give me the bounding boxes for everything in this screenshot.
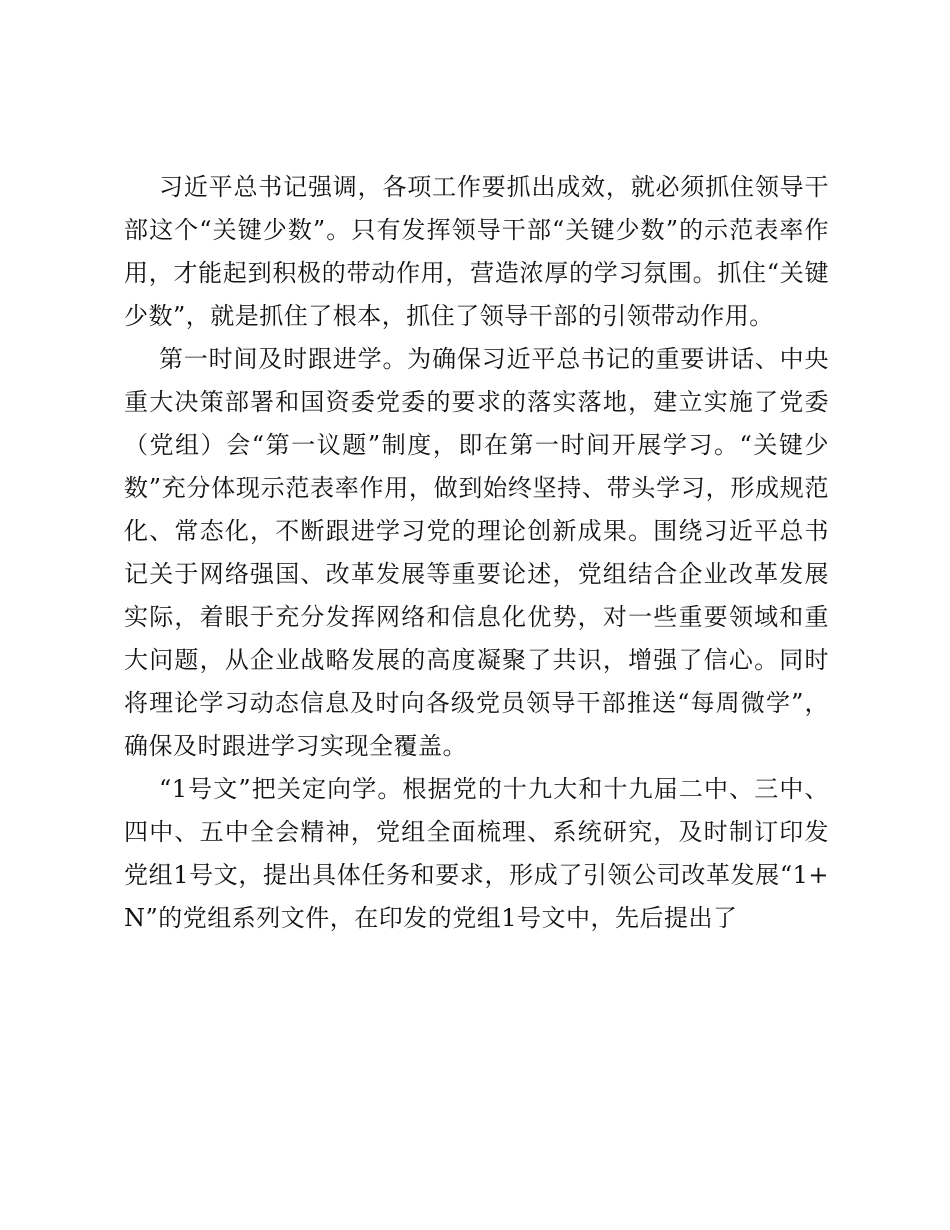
paragraph-key-minority: 习近平总书记强调，各项工作要抓出成效，就必须抓住领导干部这个“关键少数”。只有发挥领导干部“关键少数”的示范表率作用，才能起到积极的带动作用，营造浓厚的学习氛围。抓住“关键少数”，就是抓住了根本，抓住了领导干部的引领带动作用。 <box>124 173 829 330</box>
document-body <box>124 166 829 940</box>
paragraph-first-time-study: 第一时间及时跟进学。为确保习近平总书记的重要讲话、中央重大决策部署和国资委党委的要求的落实落地，建立实施了党委（党组）会“第一议题”制度，即在第一时间开展学习。“关键少数”充分体现示范表率作用，做到始终坚持、带头学习，形成规范化、常态化，不断跟进学习党的理论创新成果。围绕习近平总书记关于网络强国、改革发展等重要论述，党组结合企业改革发展实际，着眼于充分发挥网络和信息化优势，对一些重要领域和重大问题，从企业战略发展的高度凝聚了共识，增强了信心。同时将理论学习动态信息及时向各级党员领导干部推送“每周微学”，确保及时跟进学习实现全覆盖。 <box>124 345 829 760</box>
paragraph-document-no-1: “1号文”把关定向学。根据党的十九大和十九届二中、三中、四中、五中全会精神，党组全面梳理、系统研究，及时制订印发党组1号文，提出具体任务和要求，形成了引领公司改革发展“1+N”的党组系列文件，在印发的党组1号文中，先后提出了 <box>124 775 829 932</box>
